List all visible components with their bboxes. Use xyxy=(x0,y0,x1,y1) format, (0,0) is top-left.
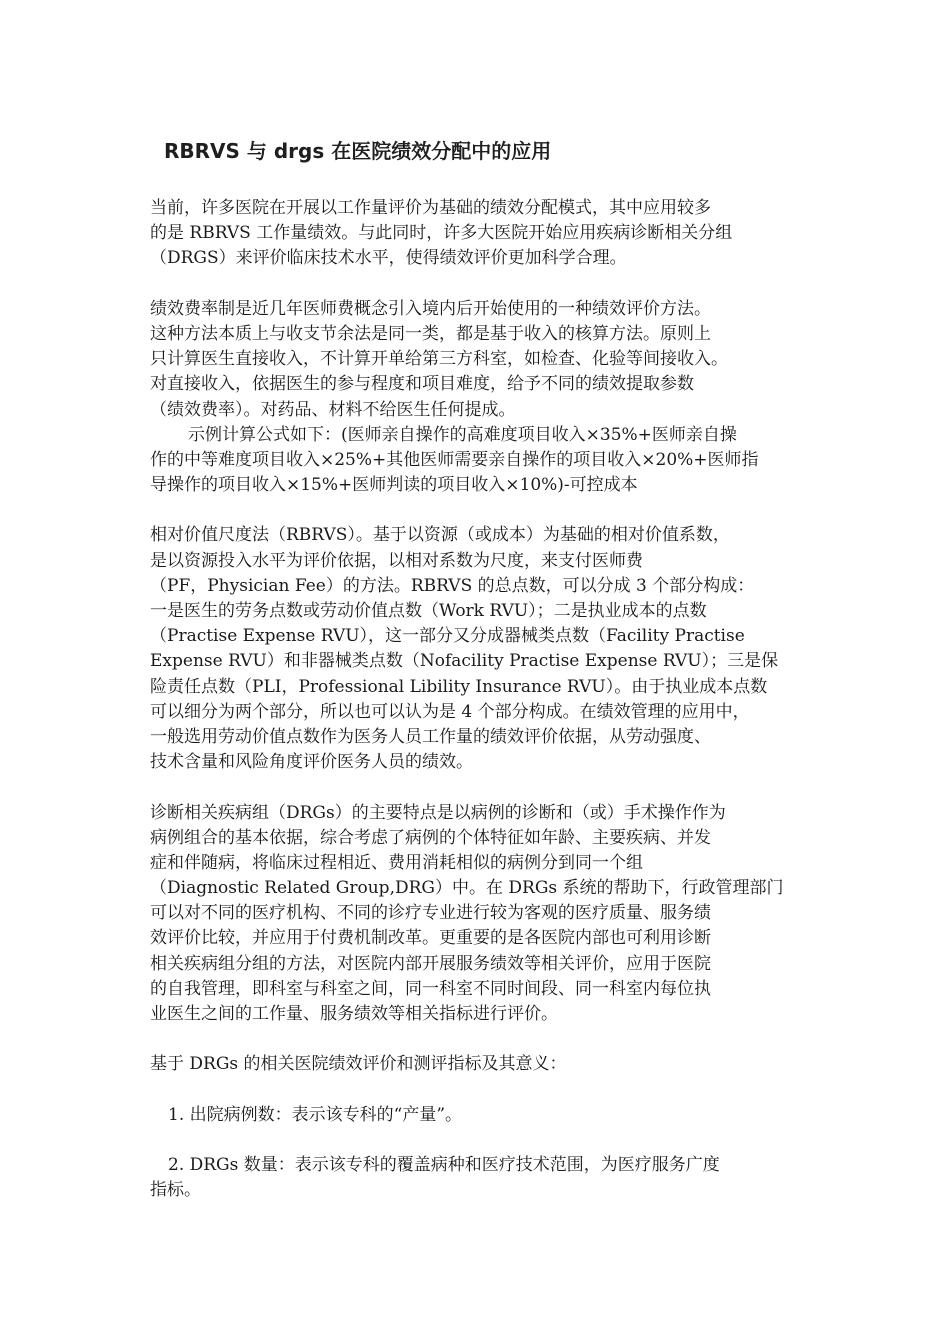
text-line: 导操作的项目收入×15%+医师判读的项目收入×10%)-可控成本 xyxy=(150,475,638,496)
text-line: 的自我管理，即科室与科室之间，同一科室不同时间段、同一科室内每位执 xyxy=(150,978,711,999)
text-line: 作的中等难度项目收入×25%+其他医师需要亲自操作的项目收入×20%+医师指 xyxy=(150,449,759,470)
document-title: RBRVS 与 drgs 在医院绩效分配中的应用 xyxy=(164,139,552,163)
list-item xyxy=(150,1153,830,1203)
indicator-heading: 基于 DRGs 的相关医院绩效评价和测评指标及其意义： xyxy=(150,1054,567,1075)
text-line: （Practise Expense RVU），这一部分又分成器械类点数（Facility Practise xyxy=(150,626,745,647)
text-line: （Diagnostic Related Group,DRG）中。在 DRGs 系统的帮助下，行政管理部门 xyxy=(150,878,784,899)
paragraph-performance-rate xyxy=(150,297,830,423)
text-line: 对直接收入，依据医生的参与程度和项目难度，给予不同的绩效提取参数 xyxy=(150,374,694,395)
text-line: 效评价比较，并应用于付费机制改革。更重要的是各医院内部也可利用诊断 xyxy=(150,928,711,949)
text-line: 的是 RBRVS 工作量绩效。与此同时，许多大医院开始应用疾病诊断相关分组 xyxy=(150,223,733,244)
text-line: 可以对不同的医疗机构、不同的诊疗专业进行较为客观的医疗质量、服务绩 xyxy=(150,903,711,924)
list-item: 1. 出院病例数：表示该专科的“产量”。 xyxy=(168,1104,463,1125)
text-line: （PF，Physician Fee）的方法。RBRVS 的总点数，可以分成 3 个部分构成： xyxy=(150,575,755,596)
text-line: Expense RVU）和非器械类点数（Nofacility Practise Expense RVU）；三是保 xyxy=(150,651,779,672)
text-line: 绩效费率制是近几年医师费概念引入境内后开始使用的一种绩效评价方法。 xyxy=(150,298,711,319)
paragraph-drgs xyxy=(150,801,830,1028)
paragraph-rbrvs xyxy=(150,523,830,775)
text-line: 相关疾病组分组的方法，对医院内部开展服务绩效等相关评价，应用于医院 xyxy=(150,953,711,974)
text-line: 诊断相关疾病组（DRGs）的主要特点是以病例的诊断和（或）手术操作作为 xyxy=(150,802,726,823)
text-line: 业医生之间的工作量、服务绩效等相关指标进行评价。 xyxy=(150,1004,558,1024)
text-line: 一是医生的劳务点数或劳动价值点数（Work RVU）；二是执业成本的点数 xyxy=(150,601,707,621)
text-line: 示例计算公式如下：(医师亲自操作的高难度项目收入×35%+医师亲自操 xyxy=(188,424,737,445)
text-line: （绩效费率）。对药品、材料不给医生任何提成。 xyxy=(150,399,516,420)
document-body xyxy=(150,196,830,1204)
text-line: 是以资源投入水平为评价依据，以相对系数为尺度，来支付医师费 xyxy=(150,550,643,571)
text-line: 症和伴随病，将临床过程相近、费用消耗相似的病例分到同一个组 xyxy=(150,852,643,873)
text-line: 一般选用劳动价值点数作为医务人员工作量的绩效评价依据，从劳动强度、 xyxy=(150,726,711,747)
text-line: 相对价值尺度法（RBRVS）。基于以资源（或成本）为基础的相对价值系数， xyxy=(150,525,730,546)
text-line: 指标。 xyxy=(150,1180,201,1201)
paragraph-intro xyxy=(150,196,830,272)
text-line: 病例组合的基本依据，综合考虑了病例的个体特征如年龄、主要疾病、并发 xyxy=(150,827,711,848)
text-line: 技术含量和风险角度评价医务人员的绩效。 xyxy=(150,752,473,773)
text-line: 这种方法本质上与收支节余法是同一类，都是基于收入的核算方法。原则上 xyxy=(150,323,711,344)
text-line: 只计算医生直接收入，不计算开单给第三方科室，如检查、化验等间接收入。 xyxy=(150,349,728,370)
text-line: 当前，许多医院在开展以工作量评价为基础的绩效分配模式，其中应用较多 xyxy=(150,198,711,218)
paragraph-formula xyxy=(150,423,830,499)
text-line: （DRGS）来评价临床技术水平，使得绩效评价更加科学合理。 xyxy=(150,248,627,269)
text-line: 2. DRGs 数量：表示该专科的覆盖病种和医疗技术范围，为医疗服务广度 xyxy=(168,1155,720,1176)
text-line: 险责任点数（PLI，Professional Libility Insurance RVU）。由于执业成本点数 xyxy=(150,676,768,697)
text-line: 可以细分为两个部分，所以也可以认为是 4 个部分构成。在绩效管理的应用中， xyxy=(150,701,750,722)
